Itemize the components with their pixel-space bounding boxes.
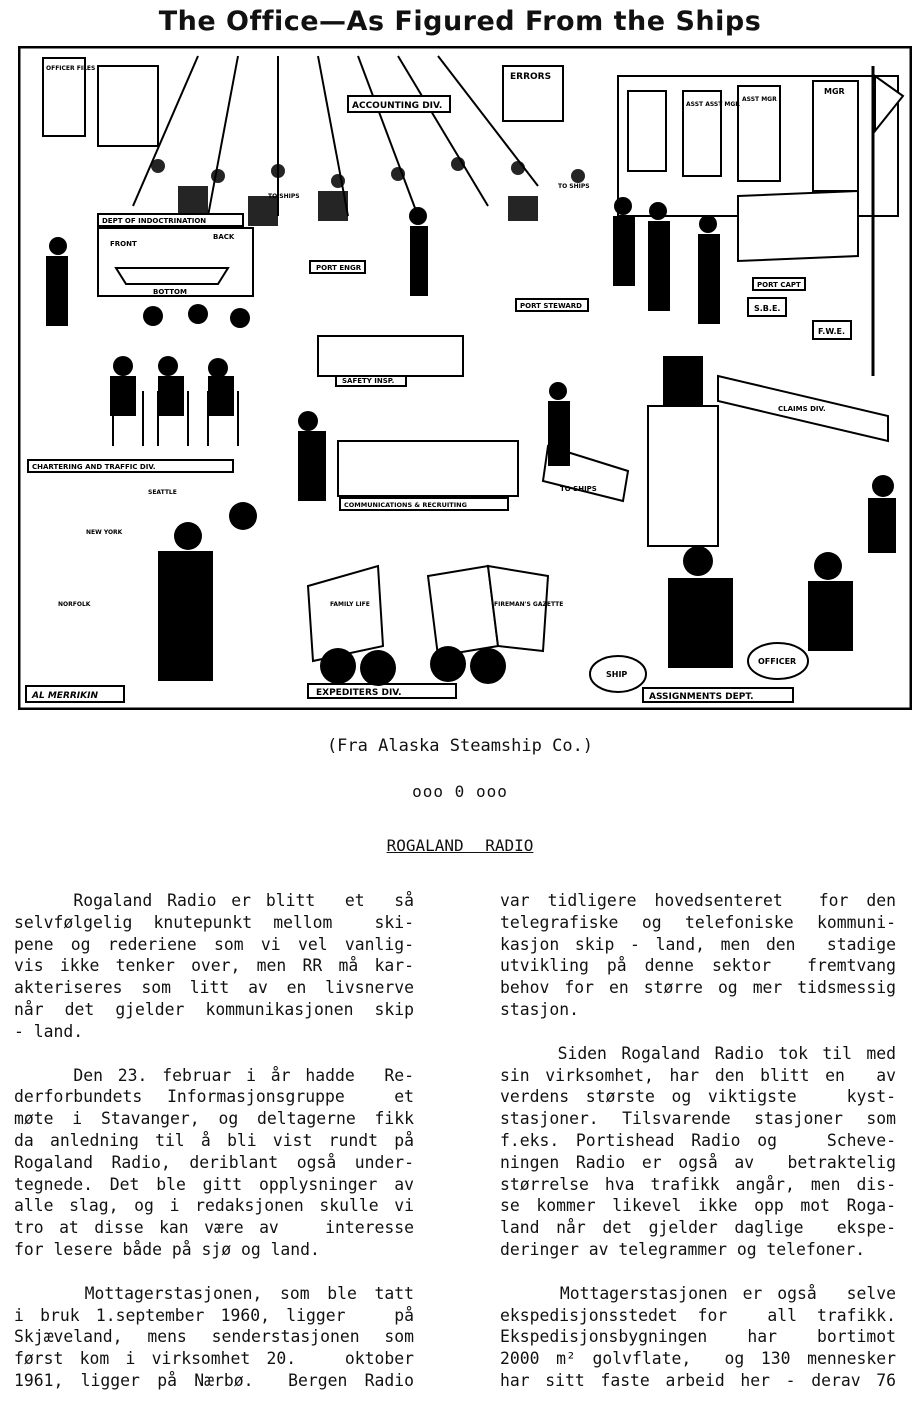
left-column (14, 890, 414, 1392)
text-line: selvfølgelig knutepunkt mellom ski- (14, 912, 414, 932)
text-line: pene og rederiene som vi vel vanlig- (14, 934, 414, 954)
text-line: har sitt faste arbeid her - derav 76 (500, 1370, 896, 1390)
label-to-ships-3: TO SHIPS (560, 485, 597, 493)
text-line: f.eks. Portishead Radio og Scheve- (500, 1130, 896, 1150)
label-claims-div: CLAIMS DIV. (778, 405, 826, 413)
label-new-york: NEW YORK (86, 529, 123, 536)
left-paragraph-2 (14, 1065, 414, 1261)
text-line: akteriseres som litt av en livsnerve (14, 978, 414, 998)
text-line: Mottagerstasjonen er også selve (500, 1283, 896, 1303)
label-sbe: S.B.E. (754, 304, 781, 313)
text-line: når det gjelder kommunikasjonen skip (14, 999, 414, 1019)
label-asst-asst-mgr: ASST ASST MGR (686, 101, 740, 108)
text-line: se kommer likevel ikke opp mot Roga- (500, 1196, 896, 1216)
text-line: stasjon. (500, 999, 579, 1019)
label-officer-files: OFFICER FILES (46, 65, 96, 72)
separator: ooo 0 ooo (412, 782, 508, 801)
text-line: tro at disse kan være av interesse (14, 1218, 414, 1238)
text-line: 1961, ligger på Nærbø. Bergen Radio (14, 1370, 414, 1390)
label-assignments-dept: ASSIGNMENTS DEPT. (649, 692, 754, 702)
text-line: sin virksomhet, har den blitt en av (500, 1065, 896, 1085)
text-line: da anledning til å bli vist rundt på (14, 1130, 414, 1150)
text-line: telegrafiske og telefoniske kommuni- (500, 912, 896, 932)
text-line: alle slag, og i redaksjonen skulle vi (14, 1196, 414, 1216)
page-title: The Office—As Figured From the Ships (158, 6, 762, 37)
text-line: først kom i virksomhet 20. oktober (14, 1349, 414, 1369)
text-line: var tidligere hovedsenteret for den (500, 891, 896, 910)
right-column (500, 890, 896, 1392)
label-communications-recruiting: COMMUNICATIONS & RECRUITING (344, 501, 467, 509)
label-port-steward: PORT STEWARD (520, 302, 582, 310)
text-line: Rogaland Radio, deriblant også under- (14, 1152, 414, 1172)
label-port-engr: PORT ENGR (316, 264, 362, 272)
label-accounting-div: ACCOUNTING DIV. (352, 101, 443, 111)
right-paragraph-2 (500, 1043, 896, 1261)
label-errors: ERRORS (510, 72, 552, 82)
text-line: deringer av telegrammer og telefoner. (500, 1239, 866, 1259)
label-front: FRONT (110, 240, 137, 248)
text-line: tegnede. Det ble gitt opplysninger av (14, 1174, 414, 1194)
left-paragraph-3 (14, 1283, 414, 1392)
label-to-ships-2: TO SHIPS (558, 183, 590, 190)
text-line: - land. (14, 1021, 84, 1041)
label-dept-indoctrination: DEPT OF INDOCTRINATION (102, 217, 207, 225)
label-mgr: MGR (824, 87, 845, 96)
text-line: Mottagerstasjonen, som ble tatt (14, 1283, 414, 1303)
right-paragraph-3 (500, 1283, 896, 1392)
text-line: Ekspedisjonsbygningen har bortimot (500, 1327, 896, 1347)
label-chartering-traffic: CHARTERING AND TRAFFIC DIV. (32, 463, 156, 471)
text-line: Skjæveland, mens senderstasjonen som (14, 1327, 414, 1347)
left-paragraph-1 (14, 890, 414, 1043)
image-caption: (Fra Alaska Steamship Co.) (326, 736, 594, 756)
article-heading-text: ROGALAND RADIO (386, 836, 534, 855)
text-line: verdens største og viktigste kyst- (500, 1087, 896, 1107)
text-line: Rogaland Radio er blitt et så (14, 891, 414, 910)
label-port-capt: PORT CAPT (757, 281, 801, 289)
label-expediters-div: EXPEDITERS DIV. (316, 688, 402, 698)
text-line: utvikling på denne sektor fremtvang (500, 956, 896, 976)
label-to-ships-1: TO SHIPS (268, 193, 300, 200)
text-line: derforbundets Informasjonsgruppe et (14, 1087, 414, 1107)
label-artist-signature: AL MERRIKIN (32, 691, 99, 701)
label-norfolk: NORFOLK (58, 601, 91, 608)
label-back: BACK (213, 233, 235, 241)
article-heading (0, 836, 920, 855)
text-line: i bruk 1.september 1960, ligger på (14, 1305, 414, 1325)
text-line: land når det gjelder daglige ekspe- (500, 1218, 896, 1238)
text-line: for lesere både på sjø og land. (14, 1239, 320, 1259)
text-line: Den 23. februar i år hadde Re- (14, 1065, 414, 1085)
label-seattle: SEATTLE (148, 489, 177, 496)
label-officer-bowl: OFFICER (758, 657, 797, 666)
label-bottom: BOTTOM (153, 288, 187, 296)
text-line: stasjoner. Tilsvarende stasjoner som (500, 1109, 896, 1129)
text-line: kasjon skip - land, men den stadige (500, 934, 896, 954)
text-line: ekspedisjonsstedet for all trafikk. (500, 1305, 896, 1325)
text-line: vis ikke tenker over, men RR må kar- (14, 956, 414, 976)
text-line: Siden Rogaland Radio tok til med (500, 1043, 896, 1063)
text-line: behov for en større og mer tidsmessig (500, 978, 896, 998)
text-line: 2000 m² golvflate, og 130 mennesker (500, 1349, 896, 1369)
label-fwe: F.W.E. (818, 327, 846, 336)
label-ship-bowl: SHIP (606, 670, 628, 679)
label-safety-insp: SAFETY INSP. (342, 377, 395, 385)
label-fireman-gazette: FIREMAN'S GAZETTE (494, 601, 564, 608)
office-cartoon-illustration (18, 46, 912, 710)
right-paragraph-1 (500, 890, 896, 1021)
text-line: møte i Stavanger, og deltagerne fikk (14, 1109, 414, 1129)
label-family-life: FAMILY LIFE (330, 601, 370, 608)
label-asst-mgr: ASST MGR (742, 96, 777, 103)
text-line: ningen Radio er også av betraktelig (500, 1152, 896, 1172)
text-line: størrelse hva trafikk angår, men dis- (500, 1174, 896, 1194)
